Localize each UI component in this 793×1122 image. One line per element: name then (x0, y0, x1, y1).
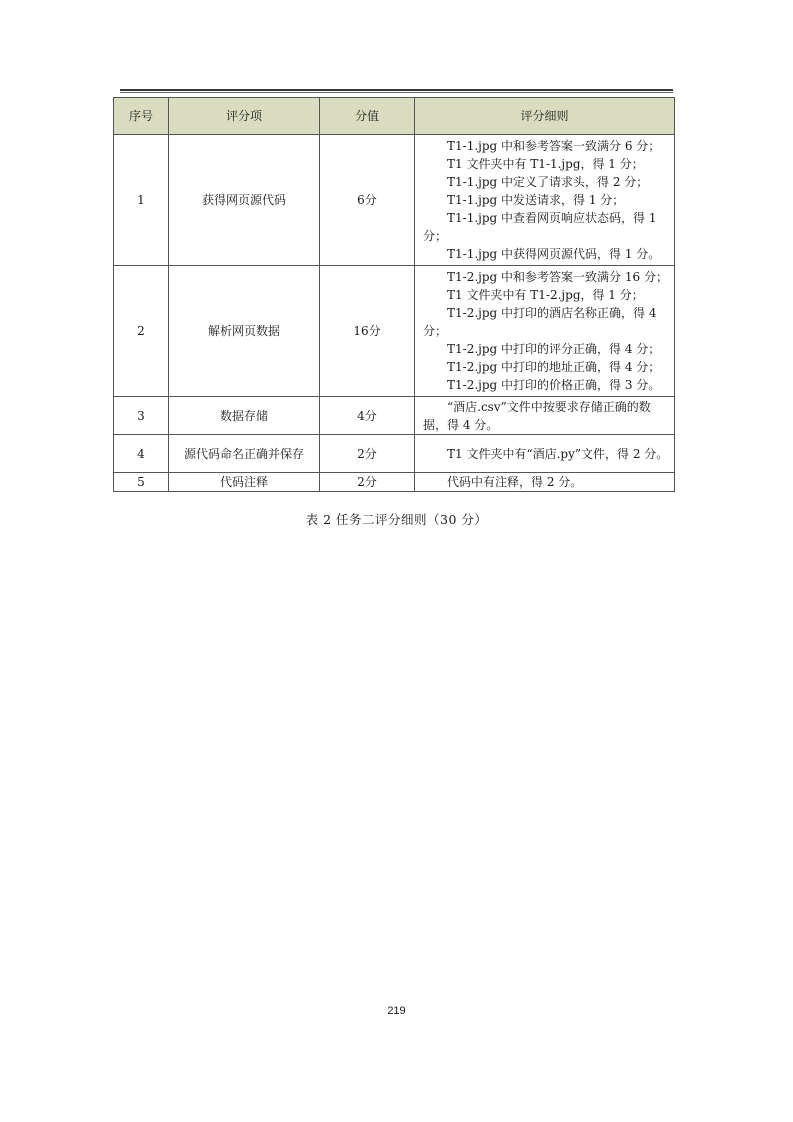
rule-line: T1 文件夹中有 T1-2.jpg，得 1 分； (447, 288, 644, 302)
table-header-row (114, 98, 675, 135)
cell-no: 4 (114, 435, 169, 473)
rule-line: “酒店.csv”文件中按要求存储正确的数据，得 4 分。 (423, 399, 651, 432)
cell-item: 源代码命名正确并保存 (169, 435, 320, 473)
rule-line: T1-2.jpg 中和参考答案一致满分 16 分； (447, 270, 668, 284)
col-header-score: 分值 (320, 98, 415, 135)
cell-score: 2分 (320, 435, 415, 473)
cell-score: 6分 (320, 135, 415, 266)
rule-line: T1-1.jpg 中获得网页源代码，得 1 分。 (447, 247, 661, 261)
cell-rules (415, 473, 675, 492)
table-row (114, 397, 675, 435)
cell-rules (415, 135, 675, 266)
cell-rules (415, 435, 675, 473)
rule-line: T1-2.jpg 中打印的地址正确，得 4 分； (447, 360, 661, 374)
cell-no: 1 (114, 135, 169, 266)
table-row (114, 473, 675, 492)
rule-line: T1-2.jpg 中打印的价格正确，得 3 分。 (447, 378, 661, 392)
table-caption: 表 2 任务二评分细则（30 分） (305, 512, 488, 527)
scoring-table (113, 97, 675, 492)
cell-item: 数据存储 (169, 397, 320, 435)
rule-line: T1-1.jpg 中查看网页响应状态码，得 1 分； (423, 211, 657, 243)
rule-line: T1-2.jpg 中打印的评分正确，得 4 分； (447, 342, 661, 356)
rule-line: T1 文件夹中有 T1-1.jpg，得 1 分； (447, 157, 644, 171)
cell-score: 2分 (320, 473, 415, 492)
table-row (114, 266, 675, 397)
header-rule-thin (120, 92, 673, 93)
header-rule (120, 89, 673, 91)
table-row (114, 435, 675, 473)
table-row (114, 135, 675, 266)
rule-line: T1-1.jpg 中发送请求，得 1 分； (447, 193, 625, 207)
rule-line: T1-1.jpg 中和参考答案一致满分 6 分； (447, 139, 661, 153)
cell-rules (415, 397, 675, 435)
cell-no: 5 (114, 473, 169, 492)
col-header-no: 序号 (114, 98, 169, 135)
cell-score: 4分 (320, 397, 415, 435)
cell-rules (415, 266, 675, 397)
rule-line: T1-2.jpg 中打印的酒店名称正确，得 4 分； (423, 306, 657, 338)
cell-item: 解析网页数据 (169, 266, 320, 397)
rule-line: 代码中有注释，得 2 分。 (447, 475, 583, 489)
cell-score: 16分 (320, 266, 415, 397)
cell-no: 3 (114, 397, 169, 435)
cell-item: 获得网页源代码 (169, 135, 320, 266)
cell-item: 代码注释 (169, 473, 320, 492)
rule-line: T1 文件夹中有“酒店.py”文件，得 2 分。 (447, 446, 669, 461)
col-header-rules: 评分细则 (415, 98, 675, 135)
col-header-item: 评分项 (169, 98, 320, 135)
cell-no: 2 (114, 266, 169, 397)
rule-line: T1-1.jpg 中定义了请求头，得 2 分； (447, 175, 649, 189)
page-number: 219 (387, 1005, 406, 1017)
